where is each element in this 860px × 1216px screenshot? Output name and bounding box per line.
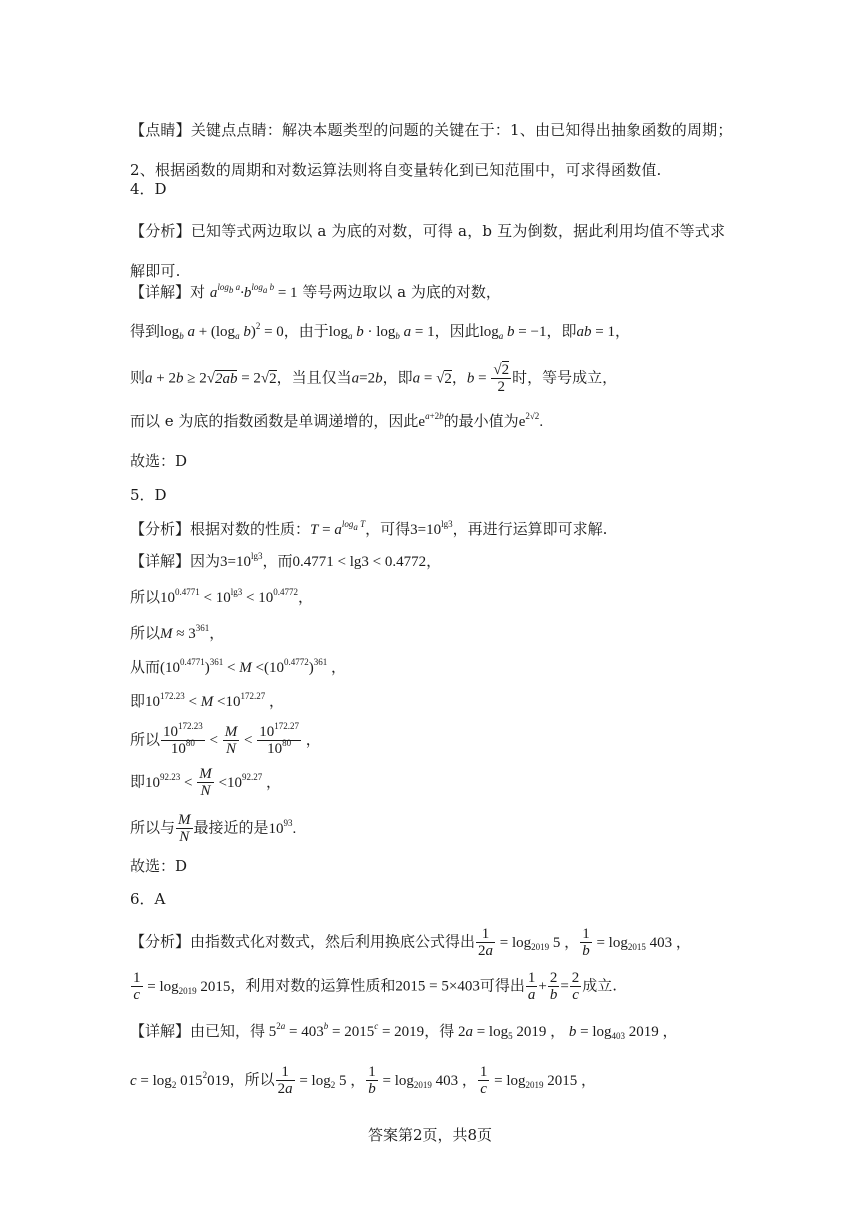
formula: $c = \log_2 015^2019$	[130, 1069, 230, 1090]
fraction: $\frac{1}{b}$	[368, 1064, 376, 1097]
formula: 2015 = 5×403	[395, 978, 480, 995]
text: 时，等号成立，	[512, 368, 618, 387]
q4-detail-line2: 得到$\log_b a + (\log_a$ b)$^2$ = 0，由于$\log_a b \cdot \log_b a = 1$，因此$\log_a b = -1$，即ab = 1，	[130, 321, 630, 341]
formula: = $\log_2 5$ ，	[295, 1072, 366, 1090]
q6-analysis-line2: $\frac{1}{c}$ = $\log_{2019} 2015$，利用对数的运算性质和2015 = 5×403可得出 $\frac{1}{a}$ + $\frac{2}{b}$ = $\frac{2}{c}$ 成立.	[133, 970, 618, 1003]
q4-detail-line4	[130, 410, 736, 433]
text: ，因此	[434, 322, 480, 340]
q4-answer: 4．D	[130, 180, 167, 198]
fraction: $\frac{√2}{2}$	[493, 362, 510, 395]
text: 所以	[130, 588, 161, 606]
formula: $\log_b a + (\log_a$ b)$^2$ = 0	[160, 321, 284, 341]
analysis-tag: 【分析】	[130, 222, 191, 240]
q5-step3	[130, 656, 736, 679]
text: ，可得	[365, 520, 411, 538]
fraction: $\frac{1}{a}$	[527, 970, 536, 1003]
formula: $\log_a b = -1$	[479, 324, 547, 341]
formula: $e^{2√2}$.	[518, 411, 544, 430]
tip-text: 关键点点睛：解决本题类型的问题的关键在于：1、由已知得出抽象函数的周期；2、根据函数的周期和对数运算法则将自变量转化到已知范围中，可求得函数值.	[130, 121, 733, 179]
page-footer: 答案第2页，共8页	[367, 1126, 493, 1144]
text: ，再进行运算即可求解.	[452, 520, 608, 538]
text: 对	[190, 283, 206, 301]
formula: = $\log_{2019} 5$ ，	[496, 934, 580, 952]
q6-detail-line1	[130, 1020, 736, 1043]
analysis-tag: 【分析】	[130, 932, 191, 951]
text: 即	[130, 772, 146, 791]
text: ，得	[424, 1022, 455, 1040]
text: 等号两边取以 a 为底的对数，	[302, 283, 501, 301]
q5-choice: 故选：D	[130, 857, 188, 875]
formula: $10^{93}$.	[268, 817, 297, 837]
fraction: $\frac{1}{2a}$	[478, 926, 494, 959]
q6-answer: 6．A	[130, 890, 166, 908]
detail-tag: 【详解】	[130, 1022, 191, 1040]
q5-step7	[130, 812, 736, 845]
text: 所以与	[130, 818, 176, 837]
text: ，当且仅当	[276, 368, 352, 387]
fraction: $\frac{M}{N}$	[199, 766, 212, 799]
q6-analysis-line1	[130, 926, 736, 959]
text: 所以	[130, 624, 161, 642]
q5-step2	[130, 622, 736, 645]
formula: $10^{92.23}$ <	[145, 771, 197, 791]
formula: $3=10^{lg3}$	[220, 551, 263, 570]
fraction: $\frac{1}{c}$	[479, 1064, 488, 1097]
formula: $2a = \log_5 2019$ ， $b = \log_{403} 2019$ ，	[454, 1024, 678, 1041]
q4-detail-line3: 则a + 2b ≥ 2√2ab = 2√2，当且仅当a=2b，即a = √2，b = $\frac{√2}{2}$ 时，等号成立，	[130, 362, 618, 395]
text: ，而	[262, 552, 293, 570]
formula: $M \approx 3^{361}$，	[160, 623, 225, 642]
text: 的最小值为	[443, 412, 519, 430]
formula: $a^{log_b a}\cdot b^{log_a b} = 1$	[209, 282, 298, 301]
fraction: $\frac{1}{b}$	[582, 926, 590, 959]
fraction: $\frac{M}{N}$	[178, 812, 191, 845]
q5-step5: 所以 $\frac{10^{172.23}}{10^{80}}$ < $\frac{M}{N}$ < $\frac{10^{172.27}}{10^{80}}$ ，	[130, 721, 321, 757]
q4-choice: 故选：D	[130, 452, 188, 470]
formula: $(10^{0.4771})^{361} < M <(10^{0.4772})^{361}$ ，	[160, 657, 346, 676]
q5-step1	[130, 586, 736, 609]
text: 由指数式化对数式，然后利用换底公式得出	[190, 932, 476, 951]
formula: $3=10^{lg3}$	[410, 519, 453, 538]
fraction: $\frac{1}{c}$	[133, 970, 141, 1003]
text: 得到	[130, 322, 161, 340]
q5-step6: 即$10^{92.23}$ < $\frac{M}{N}$ $<10^{92.27}$ ，	[130, 766, 281, 799]
q6-detail-line2	[130, 1064, 736, 1097]
fraction: $\frac{10^{172.23}}{10^{80}}$	[163, 721, 203, 757]
text: 由已知，得	[190, 1022, 266, 1040]
detail-tag: 【详解】	[130, 283, 191, 301]
fraction: $\frac{10^{172.27}}{10^{80}}$	[259, 721, 299, 757]
text: 即	[130, 692, 146, 710]
formula: 0.4771 < lg3 < 0.4772，	[292, 554, 442, 570]
text: 从而	[130, 658, 161, 676]
formula: $e^{a+2b}$	[418, 411, 444, 430]
fraction: $\frac{1}{2a}$	[277, 1064, 293, 1097]
text: 最接近的是	[193, 818, 269, 837]
formula: = $\log_{2015} 403$ ，	[592, 934, 691, 952]
fraction: $\frac{2}{b}$	[549, 970, 558, 1003]
text: ，利用对数的运算性质和	[230, 976, 396, 995]
formula: a + 2b ≥ 2√2ab = 2√2	[145, 370, 277, 387]
q4-analysis	[130, 211, 736, 291]
text: ，即	[546, 322, 577, 340]
q5-answer: 5．D	[130, 486, 167, 504]
formula: a = √2	[412, 370, 452, 387]
q5-step4	[130, 690, 736, 713]
text: ，所以	[229, 1070, 275, 1089]
text: 则	[130, 368, 146, 387]
analysis-text: 已知等式两边取以 a 为底的对数，可得 a，b 互为倒数，据此利用均值不等式求解即可.	[130, 222, 726, 280]
text: 根据对数的性质：	[190, 520, 311, 538]
formula: ab	[576, 324, 592, 340]
formula: $10^{172.23} < M <10^{172.27}$ ，	[145, 691, 284, 710]
text: 而以 e 为底的指数函数是单调递增的，因此	[130, 412, 419, 430]
q5-detail	[130, 550, 736, 573]
q5-analysis	[130, 518, 736, 541]
text: 成立.	[582, 976, 618, 995]
text: 因为	[190, 552, 221, 570]
fraction: $\frac{M}{N}$	[224, 724, 238, 757]
formula: $5^{2a} = 403^b = 2015^c = 2019$	[265, 1021, 425, 1040]
fraction: $\frac{2}{c}$	[571, 970, 580, 1003]
formula: b	[466, 370, 475, 387]
formula: = $\log_{2019} 2015$	[143, 978, 231, 996]
formula: a	[351, 370, 360, 387]
tip-tag: 【点睛】	[130, 121, 191, 139]
q4-detail-line1	[130, 281, 736, 304]
formula: $T = a^{log_a T}$	[310, 519, 366, 538]
formula: $10^{0.4771} < 10^{lg3} < 10^{0.4772}$，	[160, 587, 313, 606]
formula: = $\log_{2019} 403$ ，	[378, 1072, 477, 1090]
detail-tag: 【详解】	[130, 552, 191, 570]
formula: = $\log_{2019} 2015$ ，	[490, 1072, 597, 1090]
text: ，由于	[283, 322, 329, 340]
formula: $\log_a b \cdot \log_b a = 1$	[328, 324, 435, 341]
text: 所以	[130, 730, 161, 749]
text: 可得出	[479, 976, 525, 995]
analysis-tag: 【分析】	[130, 520, 191, 538]
text: ，即	[382, 368, 413, 387]
